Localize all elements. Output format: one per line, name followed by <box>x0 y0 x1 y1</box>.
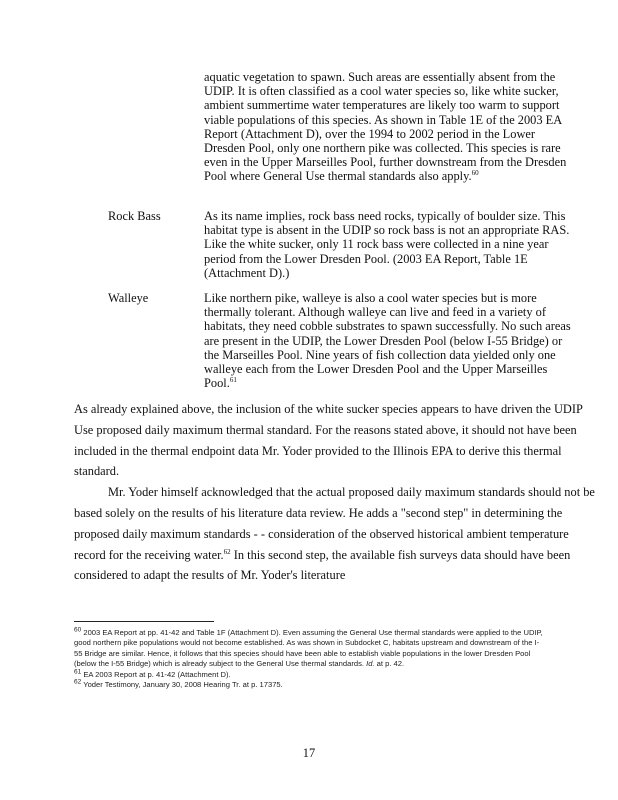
footnotes <box>74 628 544 690</box>
footnote-62 <box>74 680 544 690</box>
footnote-number: 60 <box>74 626 82 634</box>
species-name: Walleye <box>108 291 149 305</box>
northern-pike-continuation <box>204 70 574 184</box>
species-description: As its name implies, rock bass need rocks, typically of boulder size. This habitat type is absent in the UDIP so rock bass is not an appropriate RAS. Like the white sucker, only 11 rock bass were collected in a nine year period from the Lower Dresden Pool. (2003 EA Report, Table 1E (Attachment D).) <box>204 209 570 280</box>
footnote-text: 2003 EA Report at pp. 41-42 and Table 1F (Attachment D). Even assuming the General Use thermal standards were applied to the UDIP, good northern pike populations would not become established. As was shown in Subdocket C, habitats upstream and downstream of the I-55 Bridge are similar. Hence, it follows that this species should have been able to establish viable populations in the lower Dresden Pool (below the I-55 Bridge) which is already subject to the General Use thermal standards. <box>74 628 543 669</box>
footnote-separator <box>74 621 214 622</box>
footnote-61 <box>74 670 544 680</box>
footnote-cite-tail: at p. 42. <box>374 659 405 669</box>
footnote-number: 62 <box>74 678 82 686</box>
walleye-text: Like northern pike, walleye is also a cool water species but is more thermally tolerant. Although walleye can live and feed in a variety of habitats, they need cobble substrates to spawn successfully. No such areas are present in the UDIP, the Lower Dresden Pool (below I-55 Bridge) or the Marseilles Pool. Nine years of fish collection data yielded only one walleye each from the Lower Dresden Pool and the Upper Marseilles Pool. <box>204 291 571 391</box>
footnote-ref-62: 62 <box>223 547 231 556</box>
footnote-text: EA 2003 Report at p. 41-42 (Attachment D). <box>83 669 231 679</box>
footnote-ref-60: 60 <box>471 169 479 178</box>
paragraph-1: As already explained above, the inclusion of the white sucker species appears to have driven the UDIP Use proposed daily maximum thermal standard. For the reasons stated above, it should not have been included in the thermal endpoint data Mr. Yoder provided to the Illinois EPA to derive this thermal standard. <box>74 402 583 479</box>
footnote-cite: Id. <box>366 659 375 669</box>
paragraph-2-text: Mr. Yoder himself acknowledged that the actual proposed daily maximum standards should not be based solely on the results of his literature data review. He adds a "second step" in determining the proposed daily maximum standards - - consideration of the observed historical ambient temperature record for the receiving water. <box>74 485 595 562</box>
footnote-60 <box>74 628 544 670</box>
page-number: 17 <box>302 746 316 760</box>
species-description <box>204 291 578 390</box>
paragraph-2 <box>74 482 598 586</box>
paragraph-2-continued: In this second step, the available fish surveys data should have been considered to adapt the results of Mr. Yoder's literature <box>74 547 571 583</box>
footnote-number: 61 <box>74 668 82 676</box>
footnote-ref-61: 61 <box>229 376 237 385</box>
continuation-text: aquatic vegetation to spawn. Such areas are essentially absent from the UDIP. It is often classified as a cool water species so, like white sucker, ambient summertime water temperatures are likely too warm to support viable populations of this species. As shown in Table 1E of the 2003 EA Report (Attachment D), over the 1994 to 2002 period in the Lower Dresden Pool, only one northern pike was collected. This species is rare even in the Upper Marseilles Pool, further downstream from the Dresden Pool where General Use thermal standards also apply. <box>204 70 567 184</box>
species-name: Rock Bass <box>108 209 161 223</box>
footnote-text: Yoder Testimony, January 30, 2008 Hearing Tr. at p. 17375. <box>83 680 283 690</box>
body-text <box>74 399 598 586</box>
